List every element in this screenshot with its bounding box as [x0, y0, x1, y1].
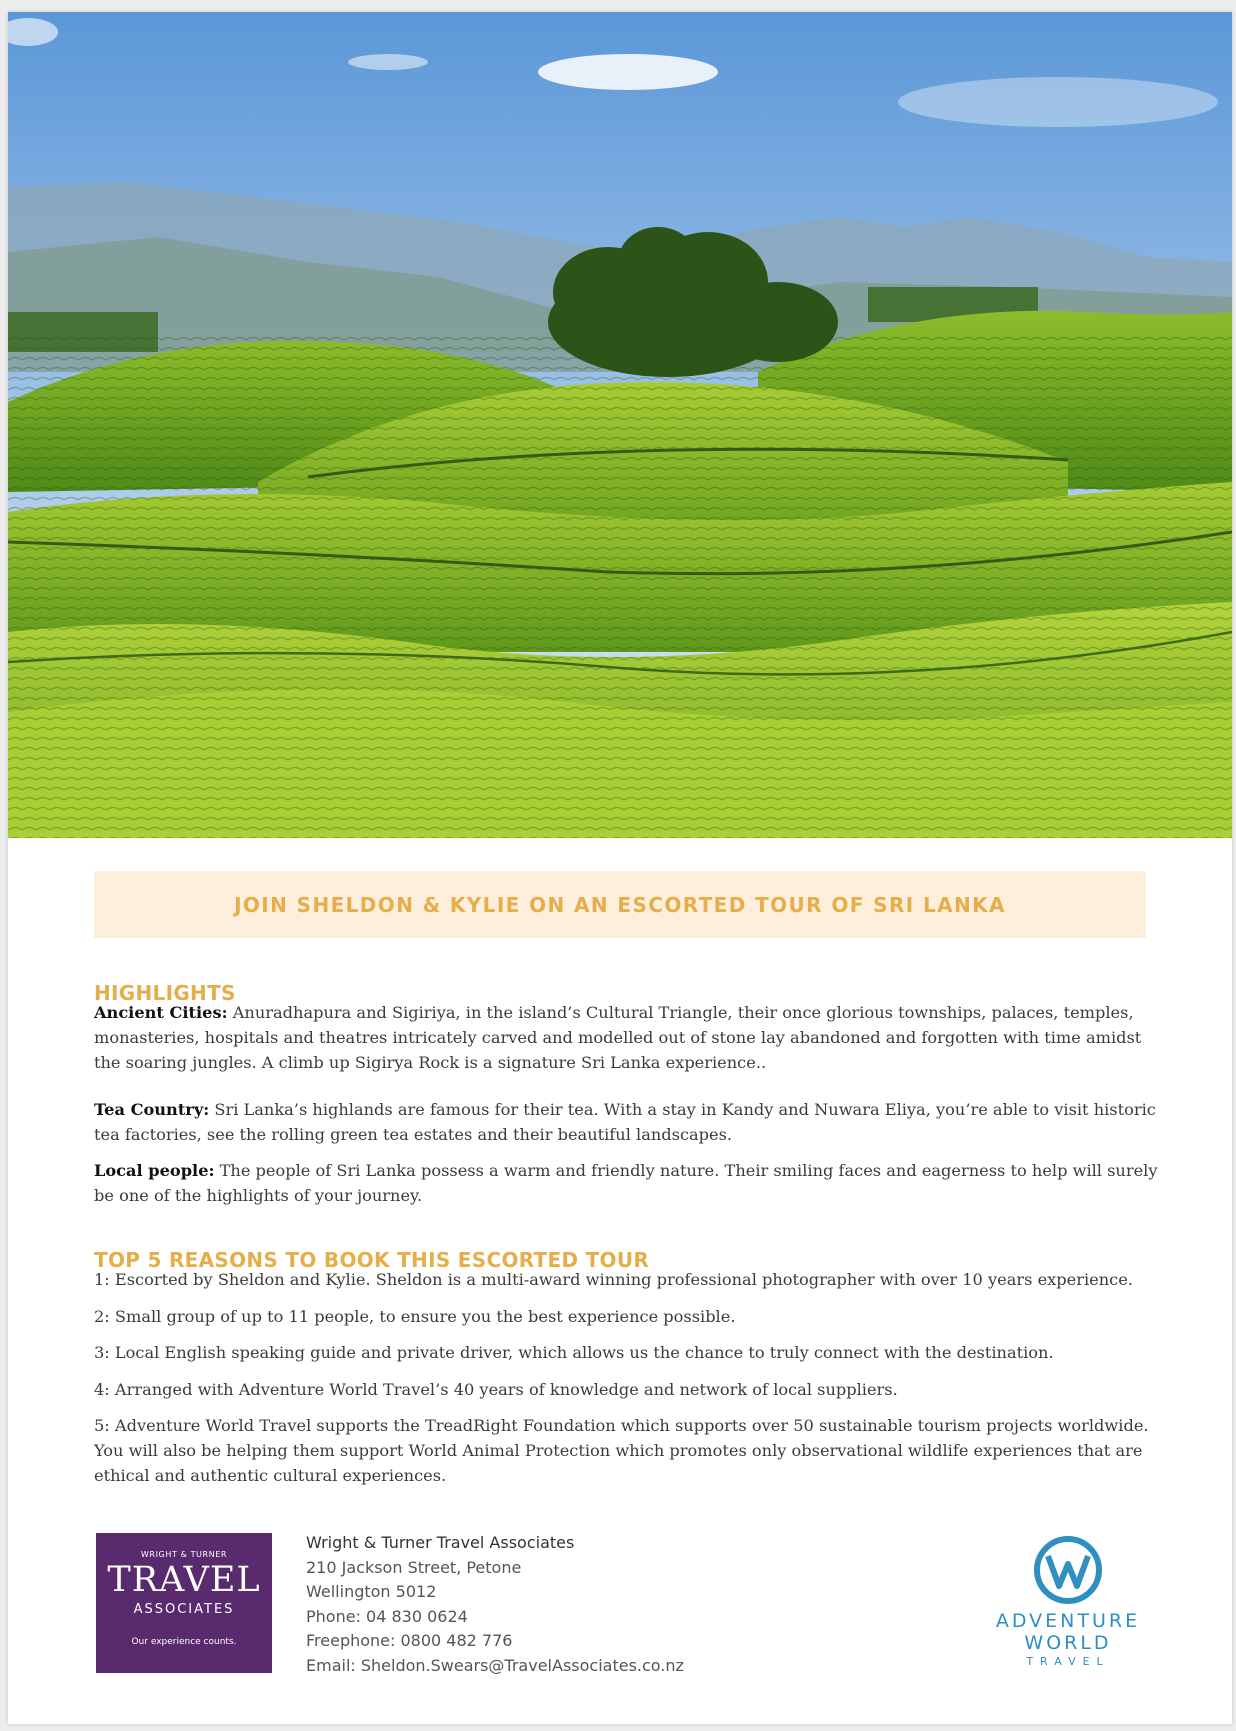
reason-item: 2: Small group of up to 11 people, to ensure you the best experience possible. [94, 1307, 736, 1326]
reason-item: 5: Adventure World Travel supports the TreadRight Foundation which supports over 50 sustainable tourism projects worldwide. You will also be helping them support World Animal Protection which promotes only observational wildlife experiences that are ethical and authentic cultural experiences. [94, 1416, 1149, 1485]
logo-line-travel: TRAVEL [1026, 1655, 1110, 1668]
highlight-local-people [94, 1158, 1158, 1208]
contact-city: Wellington 5012 [306, 1582, 437, 1601]
highlights-heading: HIGHLIGHTS [94, 981, 236, 1005]
logo-top-text: WRIGHT & TURNER [140, 1550, 228, 1559]
reason-item: 3: Local English speaking guide and private driver, which allows us the chance to truly connect with the destination. [94, 1343, 1054, 1362]
logo-big-text: TRAVEL [107, 1560, 261, 1600]
highlight-ancient-cities [94, 1000, 1158, 1075]
highlight-text: The people of Sri Lanka possess a warm and friendly nature. Their smiling faces and eagerness to help will surely be one of the highlights of your journey. [94, 1161, 1158, 1205]
contact-freephone: Freephone: 0800 482 776 [306, 1631, 513, 1650]
logo-tagline: Our experience counts. [131, 1637, 237, 1647]
reason-item: 4: Arranged with Adventure World Travel’s 40 years of knowledge and network of local suppliers. [94, 1380, 898, 1399]
hero-image-tea-plantation [8, 12, 1232, 838]
contact-phone: Phone: 04 830 0624 [306, 1606, 468, 1626]
contact-street: 210 Jackson Street, Petone [306, 1557, 522, 1577]
highlight-text: Sri Lanka’s highlands are famous for their tea. With a stay in Kandy and Nuwara Eliya, you’re able to visit historic tea factories, see the rolling green tea estates and their beautiful landscapes. [94, 1100, 1156, 1144]
logo-line-adventure: ADVENTURE [995, 1610, 1141, 1632]
logo-line-world: WORLD [1024, 1632, 1112, 1654]
reason-item: 1: Escorted by Sheldon and Kylie. Sheldon is a multi-award winning professional photographer with over 10 years experience. [94, 1270, 1133, 1289]
banner-title: JOIN SHELDON & KYLIE ON AN ESCORTED TOUR OF SRI LANKA [234, 892, 1006, 917]
contact-email: Email: Sheldon.Swears@TravelAssociates.co.nz [306, 1655, 684, 1675]
reasons-heading: TOP 5 REASONS TO BOOK THIS ESCORTED TOUR [94, 1248, 650, 1272]
highlight-label: Tea Country: [94, 1100, 210, 1119]
highlight-label: Ancient Cities: [94, 1003, 228, 1022]
brochure-page [8, 12, 1232, 1724]
highlight-tea-country [94, 1097, 1158, 1147]
tour-banner [94, 871, 1146, 938]
contact-block [306, 1531, 684, 1678]
logo-mid-text: ASSOCIATES [133, 1602, 235, 1617]
highlight-text: Anuradhapura and Sigiriya, in the island’s Cultural Triangle, their once glorious townships, palaces, temples, monasteries, hospitals and theatres intricately carved and modelled out of stone lay abandoned and forgotten with time amidst the soaring jungles. A climb up Sigirya Rock is a signature Sri Lanka experience.. [94, 1003, 1142, 1072]
contact-name: Wright & Turner Travel Associates [306, 1533, 575, 1552]
adventure-world-logo [973, 1534, 1163, 1684]
adventure-world-icon [1032, 1534, 1104, 1606]
highlight-label: Local people: [94, 1161, 215, 1180]
travel-associates-logo [96, 1533, 272, 1673]
